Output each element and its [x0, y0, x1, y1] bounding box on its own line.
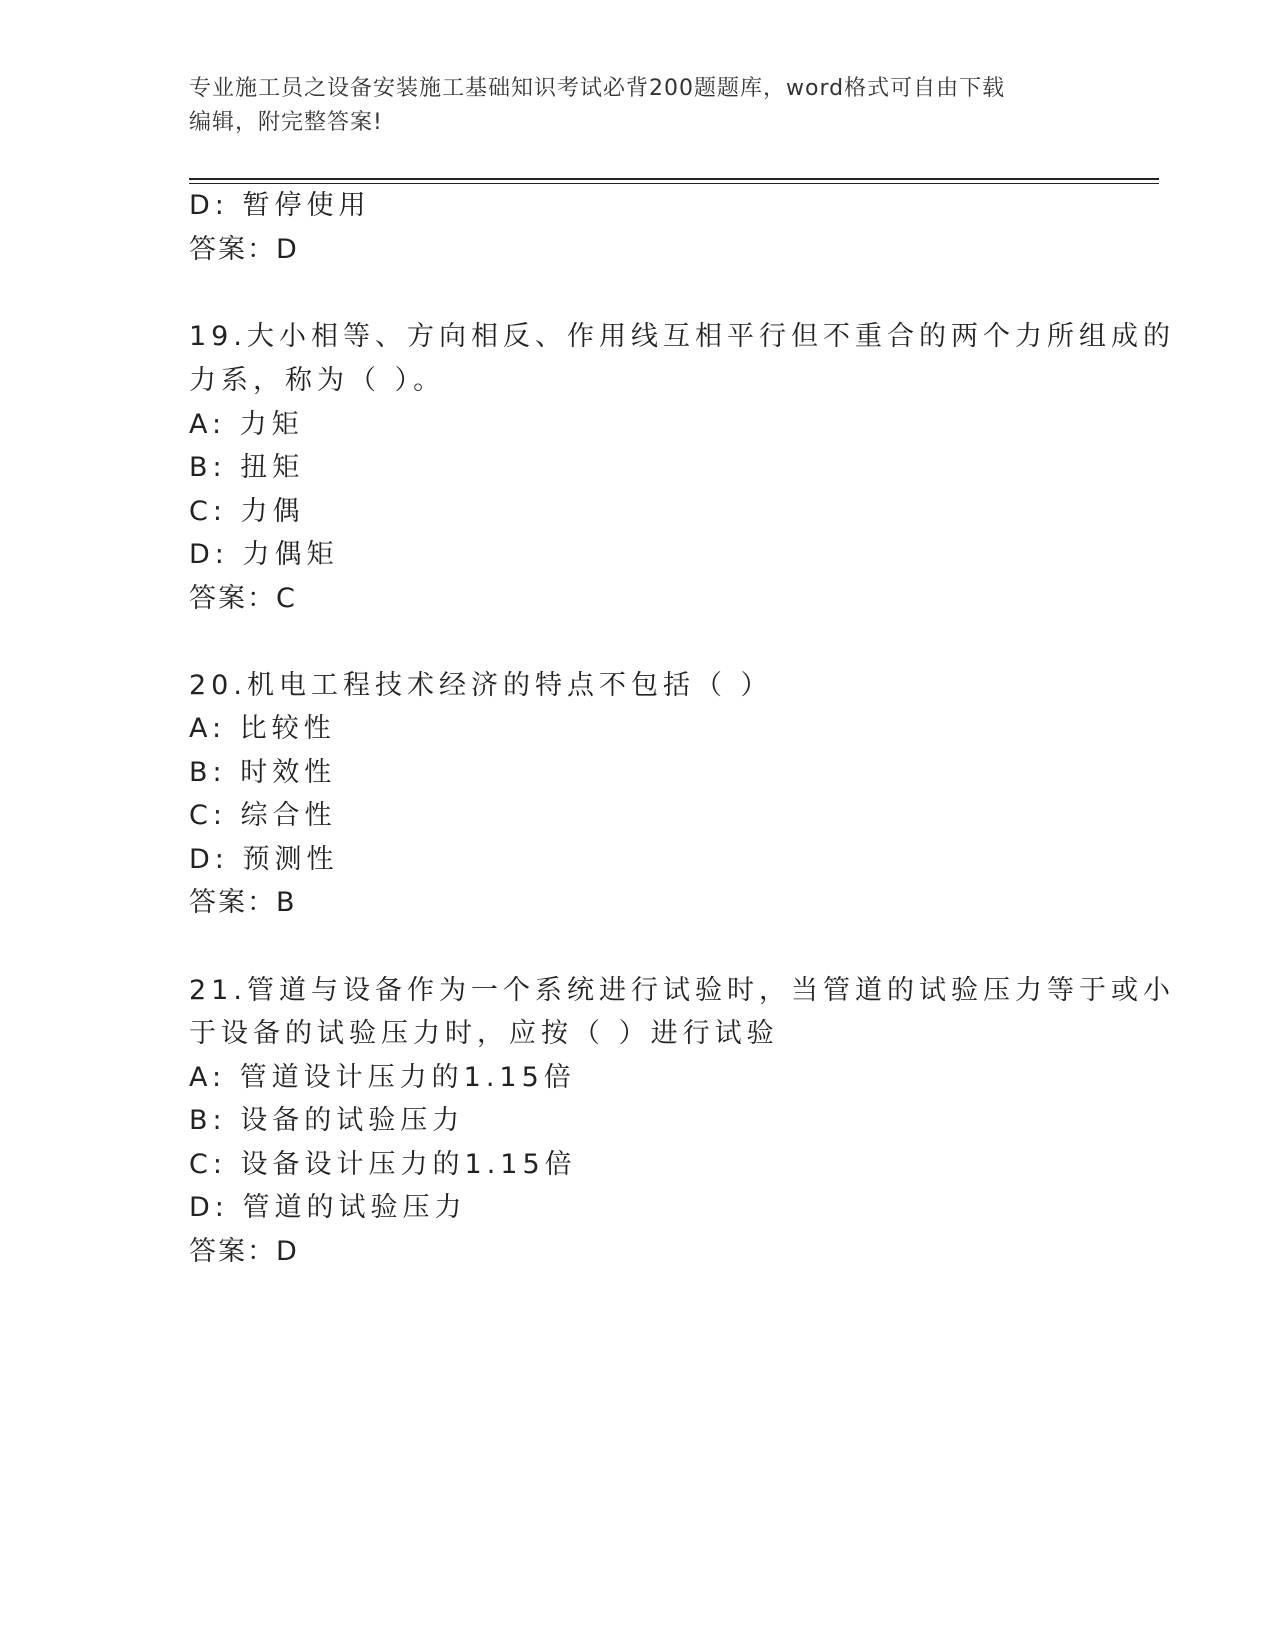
header-title-line-2: 编辑，附完整答案! [189, 110, 383, 135]
document-header [189, 72, 1089, 140]
q21-option-d: D: 管道的试验压力 [189, 1192, 467, 1223]
q19-answer: 答案：C [189, 583, 297, 614]
q20-answer: 答案：B [189, 887, 297, 918]
header-divider-thick [189, 178, 1159, 180]
q18-option-d: D: 暂停使用 [189, 190, 371, 221]
q20-option-a: A: 比较性 [189, 713, 336, 744]
q20-stem-line-1: 20.机电工程技术经济的特点不包括（ ） [189, 670, 773, 701]
q21-stem-line-2: 于设备的试验压力时，应按（ ）进行试验 [189, 1018, 779, 1049]
q19-stem-line-1: 19.大小相等、方向相反、作用线互相平行但不重合的两个力所组成的 [189, 321, 1175, 352]
q20-option-b: B: 时效性 [189, 757, 337, 788]
header-title-line-1: 专业施工员之设备安装施工基础知识考试必背200题题库，word格式可自由下载 [189, 76, 1006, 101]
q21-stem-line-1: 21.管道与设备作为一个系统进行试验时，当管道的试验压力等于或小 [189, 975, 1175, 1006]
q21-option-c: C: 设备设计压力的1.15倍 [189, 1149, 577, 1180]
q19-option-b: B: 扭矩 [189, 452, 305, 483]
q19-option-a: A: 力矩 [189, 409, 304, 440]
q19-option-d: D: 力偶矩 [189, 539, 339, 570]
q19-option-c: C: 力偶 [189, 496, 305, 527]
q18-answer: 答案：D [189, 234, 299, 265]
q20-option-c: C: 综合性 [189, 800, 337, 831]
q21-option-a: A: 管道设计压力的1.15倍 [189, 1062, 576, 1093]
q20-option-d: D: 预测性 [189, 844, 339, 875]
q21-answer: 答案：D [189, 1236, 299, 1267]
q21-option-b: B: 设备的试验压力 [189, 1105, 465, 1136]
q19-stem-line-2: 力系，称为（ ）。 [189, 365, 446, 396]
